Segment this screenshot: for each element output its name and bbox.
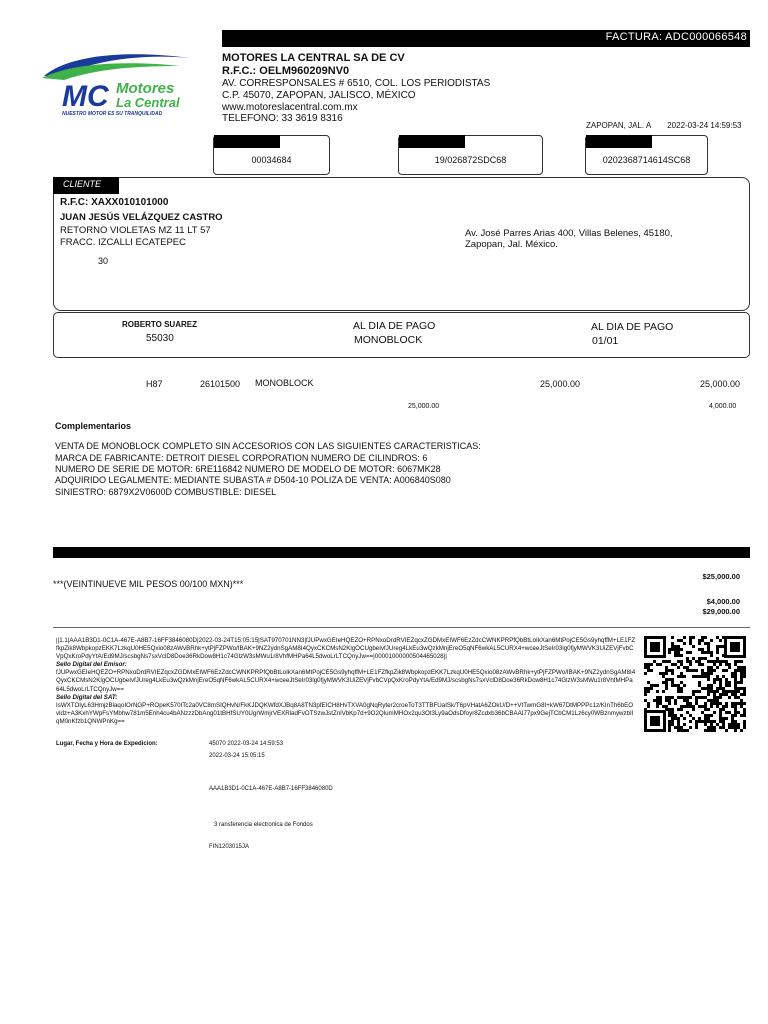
totals-bar xyxy=(53,547,750,558)
client-street: RETORNO VIOLETAS MZ 11 LT 57 xyxy=(60,225,211,236)
company-website: www.motoreslacentral.com.mx xyxy=(222,102,358,113)
issue-place-date xyxy=(586,121,742,130)
sat-seal: IsWXTOIyL63HmjzBlaqoIOrNGP+ROpeK570ITc2a0VC8mSIQHvN/FkKJDQKWfdXJBq8A8TN3pfEICH8HvTXVA0gNqRyter2croeToT3TTBFUaISk/T6pVHatA6ZOkU/D++VtTwmG8I+kW67DtMPPPc1z/KInTh6bEOvldz+A3KxhYWpFsYMbhw781m5Enh4cu4bANzzzDbAng01tBHfSUY0UgrWmjrVEXRladFvOTSzwJstZnlVbKp7d+9O2QlumMHOx2qu3Ot3Ly9aOdsDfoyr8Zcdxb36bCBAAI77px9GejTCbCM1Lz6cy0WBznmywzbIIqM0nKfzb1QNWPnKg== xyxy=(56,701,634,725)
subtotal-value: $25,000.00 xyxy=(702,572,740,581)
company-address-1: AV. CORRESPONSALES # 6510, COL. LOS PERIODISTAS xyxy=(222,78,491,89)
seller-name: ROBERTO SUAREZ xyxy=(122,320,197,329)
client-number: 30 xyxy=(98,256,109,266)
qr-code xyxy=(642,634,748,734)
issue-datetime: 2022-03-24 14:59:53 xyxy=(667,121,742,130)
payment-installment: 01/01 xyxy=(592,335,619,347)
item-description: MONOBLOCK xyxy=(255,378,314,388)
invoice-number: FACTURA: ADC000066548 xyxy=(605,31,747,43)
ref-value-3: 0202368714614SC68 xyxy=(602,155,691,165)
company-phone: TELEFONO: 33 3619 8316 xyxy=(222,113,343,124)
ref-box-2-tab xyxy=(399,135,465,148)
payment-method-label: AL DIA DE PAGO xyxy=(353,320,436,332)
item-tax-base: 25,000.00 xyxy=(408,403,440,410)
fiscal-uuid: AAA1B3D1-0C1A-467E-A8B7-16FF3846080D xyxy=(209,786,333,792)
expedition-label: Lugar, Fecha y Hora de Expedicion: xyxy=(56,741,158,747)
description-line: NUMERO DE SERIE DE MOTOR: 6RE116842 NUMERO DE MODELO DE MOTOR: 6067MK28 xyxy=(55,464,441,474)
client-name: JUAN JESÚS VELÁZQUEZ CASTRO xyxy=(60,212,223,223)
original-chain: ||1.1|AAA1B3D1-0C1A-467E-A8B7-16FF3846080D|2022-03-24T15:05:15|SAT970701NN3|fJUPwxGEIeHQEZO+RPNxoDrdRVIEZqcxZGDMxEIWF6EzZdcCWNKPRPfQbBtLoIkXan6MtPojCE5Gs9yhqffM+LE1FZfkpZik8WbpkopzEKK7LzkqU0HE5Qxio08zAWvBRhk+ytPjFZPWo/IBAK+9NZ2ydnSgAM8I4QyxCKCMsN2KlgOCUgbeIvfJUreg4LkEu3wQzkMnjEreO5qNF6wkAL5CURX4+wceeJtSeIr03lg0fjyMWVK3UiZEVjFvbCVpQxKroPdyYtA/Ed9MJ/scsbgNs7sxVclD8Doe36RkDow8H1c74GlzW3sMWu1r8VhfMHPa64L5dwoLrLTCQnyJw==|00001000000504465028|| xyxy=(56,637,636,661)
item-unit: H87 xyxy=(146,379,163,389)
delivery-address-1: Av. José Parres Arias 400, Villas Belenes, 45180, xyxy=(465,228,673,239)
description-line: SINIESTRO: 6879X2V0600D COMBUSTIBLE: DIESEL xyxy=(55,487,277,497)
sat-seal-label: Sello Digital del SAT: xyxy=(56,693,118,701)
total-value: $29,000.00 xyxy=(702,607,740,616)
description-line: VENTA DE MONOBLOCK COMPLETO SIN ACCESORIOS CON LAS SIGUIENTES CARACTERISTICAS: xyxy=(55,441,481,451)
logo-initials: MC xyxy=(62,80,109,113)
ref-box-1-tab xyxy=(214,135,280,148)
amount-in-words: ***(VEINTINUEVE MIL PESOS 00/100 MXN)*** xyxy=(53,579,244,589)
divider xyxy=(53,627,750,628)
client-tab: CLIENTE xyxy=(53,177,119,194)
logo-word2: La Central xyxy=(116,95,180,110)
payment-form: 3 ransferencia electronica de Fondos xyxy=(214,822,313,828)
company-rfc: R.F.C.: OELM960209NV0 xyxy=(222,65,350,77)
client-rfc: R.F.C: XAXX010101000 xyxy=(60,197,169,208)
company-address-2: C.P. 45070, ZAPOPAN, JALISCO, MÉXICO xyxy=(222,90,416,101)
item-unit-price: 25,000.00 xyxy=(540,379,581,389)
item-code: 26101500 xyxy=(200,379,241,389)
logo-word1: Motores xyxy=(116,80,175,97)
digital-seals xyxy=(56,637,636,726)
issue-place: ZAPOPAN, JAL. A xyxy=(586,121,652,130)
footer-reference: FIN1203015JA xyxy=(209,844,250,850)
description-line: MARCA DE FABRICANTE: DETROIT DIESEL CORPORATION NUMERO DE CILINDROS: 6 xyxy=(55,453,428,463)
emisor-seal: fJUPwxGEIeHQEZO+RPNxoDrdRVIEZqcxZGDMxEIWF6EzZdcCWNKPRPfQbBtLoIkXan6MtPojCE5Gs9yhqffM+LE1FZfkpZik8WbpkopzEKK7LzkqU0HE5Qxio08zAWvBRhk+ytPjFZPWo/IBAK+9NZ2ydnSgAM8I4QyxCKCMsN2KlgOCUgbeIvfJUreg4LkEu3wQzkMnjEreO5qNF6wkAL5CURX4+wceeJtSeIr03lg0fjyMWVK3UiZEVjFvbCVpQxKroPdyYtA/Ed9MJ/scsbgNs7sxVclD8Doe36RkDow8H1c74GlzW3sMWu1r8VhfMHPa64L5dwoLrLTCQnyJw== xyxy=(56,669,636,693)
seller-code: 55030 xyxy=(146,333,174,344)
client-colonia: FRACC. IZCALLI ECATEPEC xyxy=(60,237,186,248)
emisor-seal-label: Sello Digital del Emisor: xyxy=(56,661,127,669)
invoice-number-bar xyxy=(222,30,750,47)
complementarios-title: Complementarios xyxy=(55,421,132,431)
logo-tagline: NUESTRO MOTOR ES SU TRANQUILIDAD xyxy=(62,111,163,117)
company-name: MOTORES LA CENTRAL SA DE CV xyxy=(222,52,405,64)
item-amount: 25,000.00 xyxy=(700,379,741,389)
expedition-place-date: 45070 2022-03-24 14:59:53 xyxy=(209,741,284,747)
ref-box-3-tab xyxy=(586,135,652,148)
certification-datetime: 2022-03-24 15:05:15 xyxy=(209,753,265,759)
ref-box-1 xyxy=(213,135,330,175)
ref-box-2 xyxy=(398,135,543,175)
company-logo xyxy=(40,46,200,118)
payment-product: MONOBLOCK xyxy=(354,334,423,346)
ref-value-2: 19/026872SDC68 xyxy=(434,155,507,165)
item-tax-amount: 4,000.00 xyxy=(709,403,737,410)
tax-value: $4,000.00 xyxy=(706,597,740,606)
description-line: ADQUIRIDO LEGALMENTE: MEDIANTE SUBASTA # D504-10 POLIZA DE VENTA: A006840S080 xyxy=(55,475,451,485)
ref-value-1: 00034684 xyxy=(251,155,292,165)
delivery-address-2: Zapopan, Jal. México. xyxy=(465,239,558,250)
ref-box-3 xyxy=(585,135,708,175)
payment-terms-label: AL DIA DE PAGO xyxy=(591,321,674,333)
